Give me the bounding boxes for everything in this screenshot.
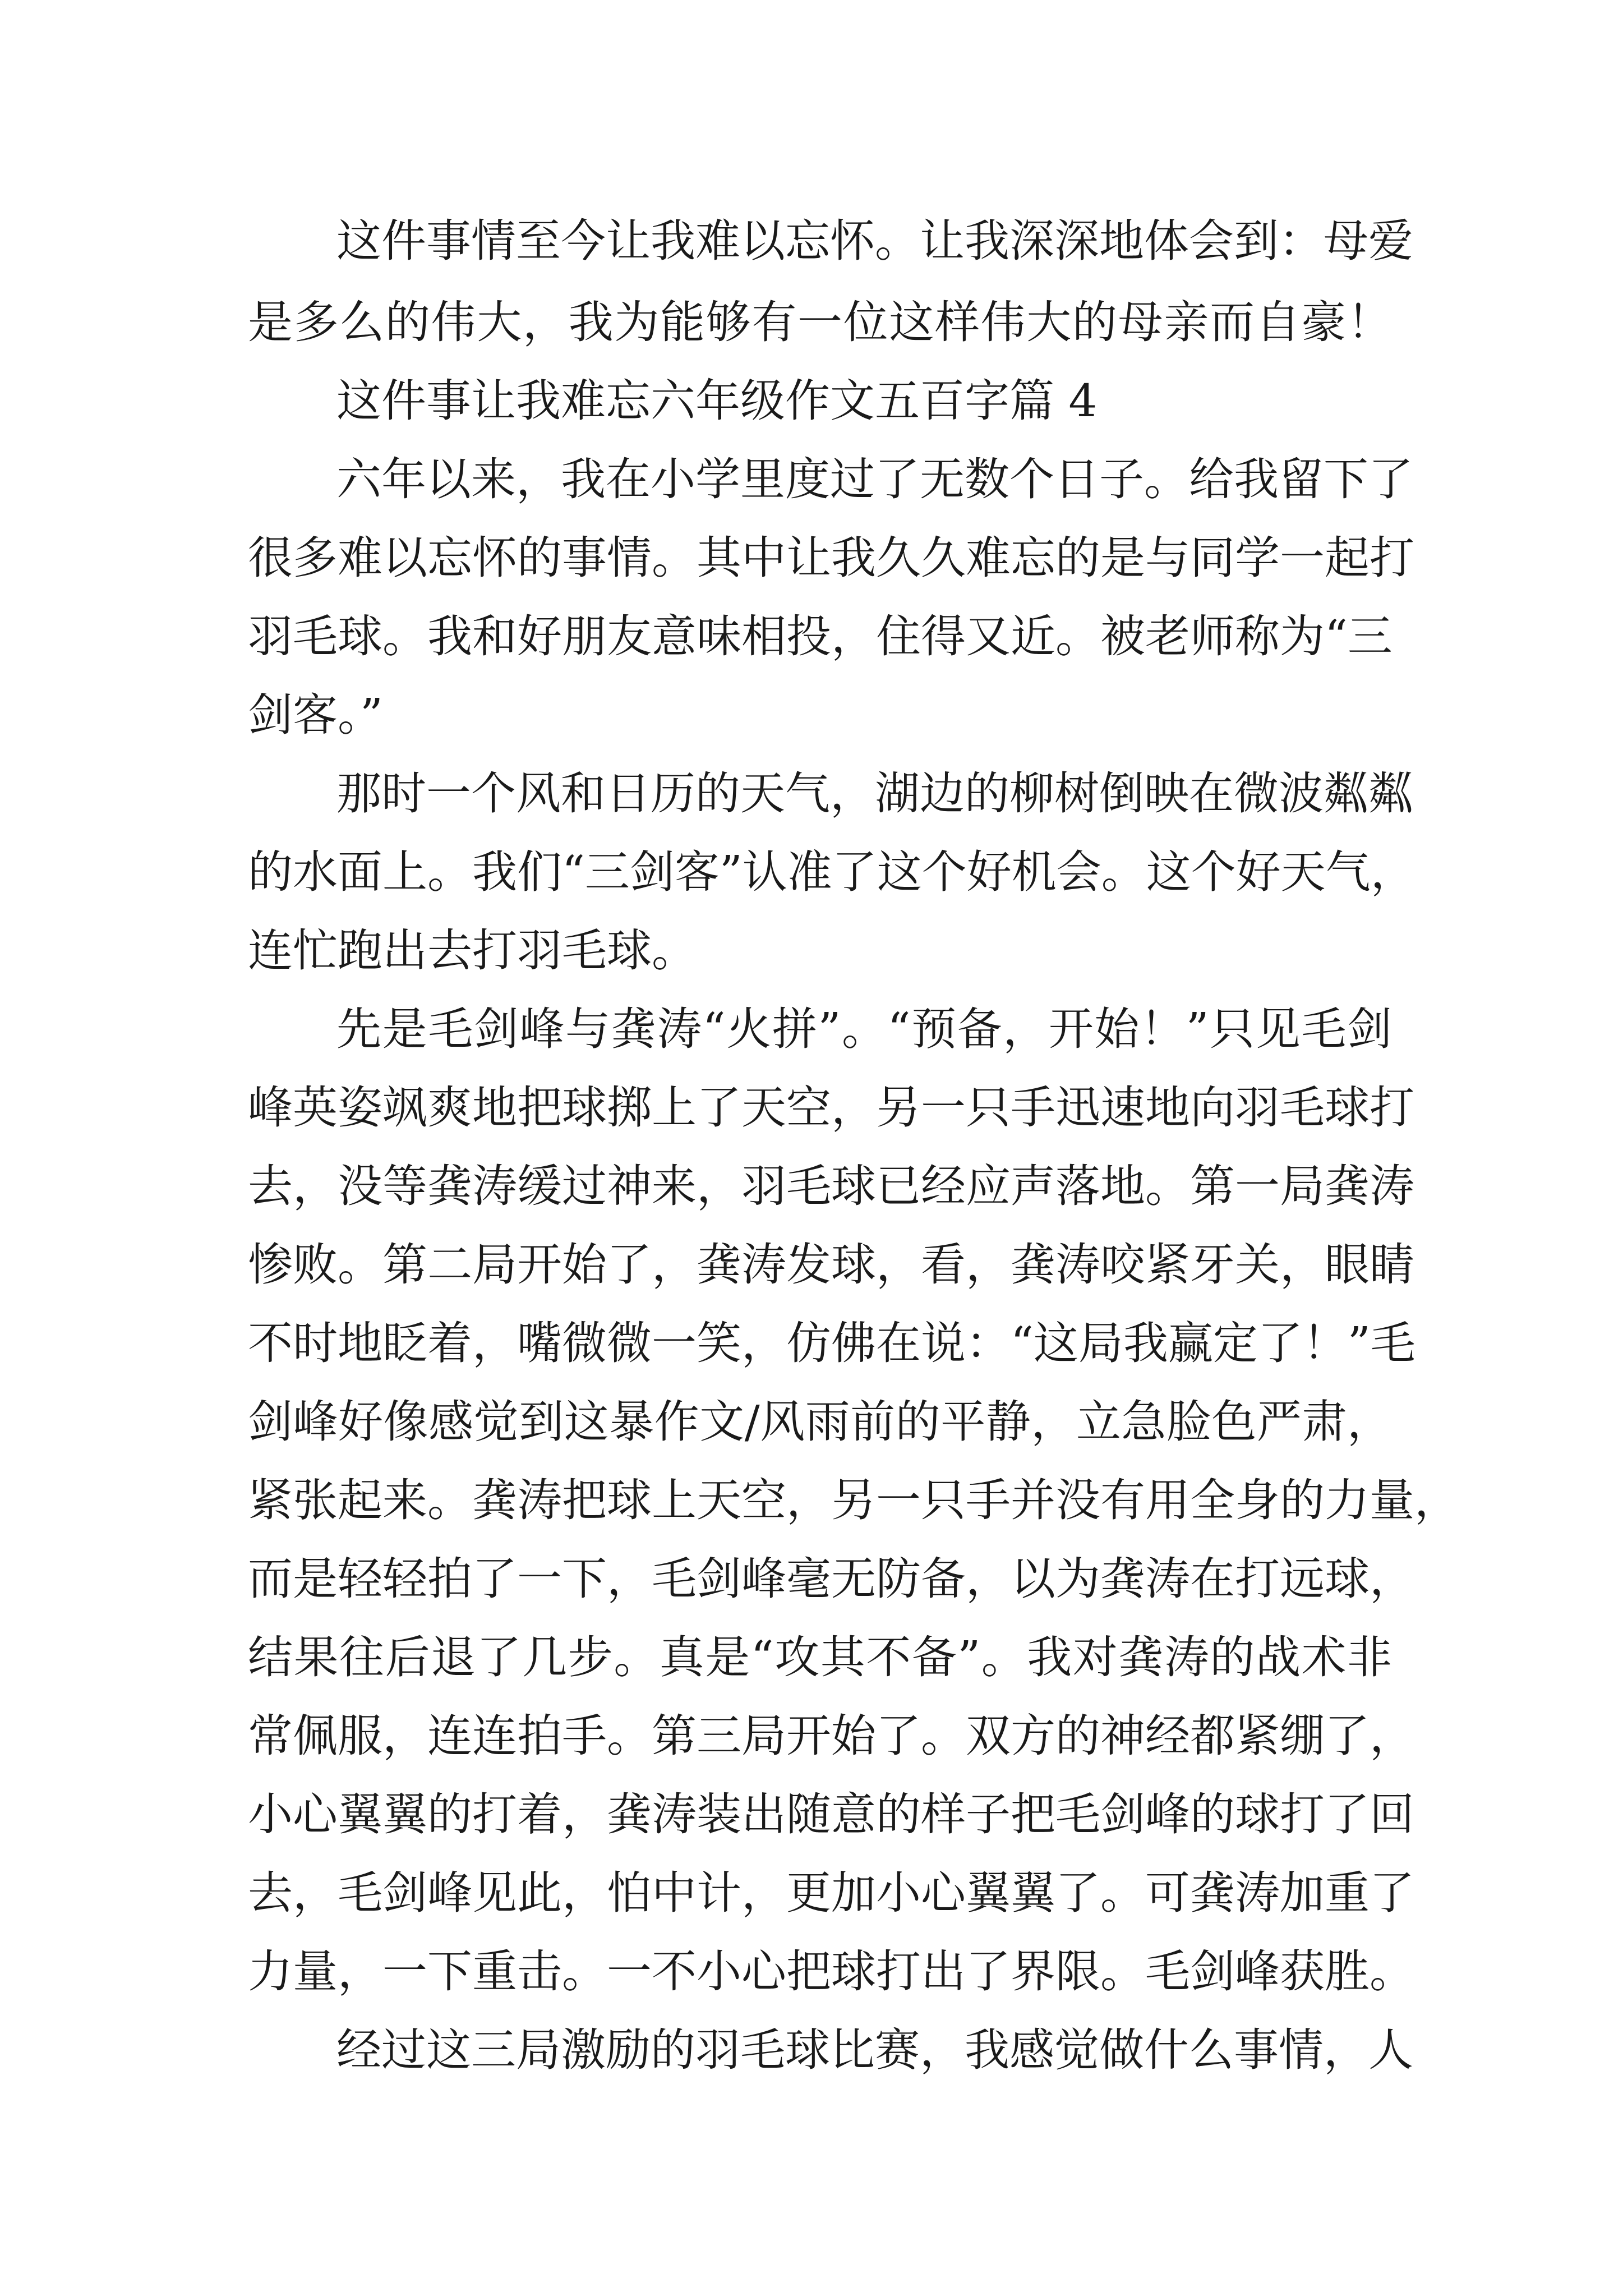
paragraph-line: 很多难以忘怀的事情。其中让我久久难忘的是与同学一起打: [248, 532, 1414, 584]
paragraph-line: 而是轻轻拍了一下，毛剑峰毫无防备，以为龚涛在打远球，: [248, 1553, 1414, 1605]
paragraph-line: 常佩服，连连拍手。第三局开始了。双方的神经都紧绷了，: [248, 1710, 1414, 1762]
paragraph-line: 紧张起来。龚涛把球上天空，另一只手并没有用全身的力量，: [248, 1474, 1459, 1526]
paragraph-line: 六年以来，我在小学里度过了无数个日子。给我留下了: [336, 453, 1413, 505]
paragraph-line: 连忙跑出去打羽毛球。: [248, 924, 697, 977]
paragraph-line: 去，毛剑峰见此，怕中计，更加小心翼翼了。可龚涛加重了: [248, 1867, 1414, 1919]
paragraph-line: 是多么的伟大，我为能够有一位这样伟大的母亲而自豪！: [248, 296, 1392, 348]
paragraph-line: 先是毛剑峰与龚涛“火拼”。“预备，开始！”只见毛剑: [336, 1003, 1392, 1055]
paragraph-line: 力量，一下重击。一不小心把球打出了界限。毛剑峰获胜。: [248, 1945, 1414, 1998]
paragraph-line: 这件事情至今让我难以忘怀。让我深深地体会到：母爱: [336, 215, 1413, 267]
paragraph-line: 惨败。第二局开始了，龚涛发球，看，龚涛咬紧牙关，眼睛: [248, 1239, 1414, 1291]
paragraph-line: 经过这三局激励的羽毛球比赛，我感觉做什么事情，人: [336, 2024, 1413, 2076]
section-heading: 这件事让我难忘六年级作文五百字篇 4: [336, 375, 1098, 427]
paragraph-line: 的水面上。我们“三剑客”认准了这个好机会。这个好天气，: [248, 846, 1415, 898]
paragraph-line: 那时一个风和日历的天气，湖边的柳树倒映在微波粼粼: [336, 767, 1413, 820]
paragraph-line: 峰英姿飒爽地把球掷上了天空，另一只手迅速地向羽毛球打: [248, 1082, 1414, 1134]
paragraph-line: 结果往后退了几步。真是“攻其不备”。我对龚涛的战术非: [248, 1631, 1392, 1683]
paragraph-line: 小心翼翼的打着，龚涛装出随意的样子把毛剑峰的球打了回: [248, 1788, 1414, 1841]
paragraph-line: 去，没等龚涛缓过神来，羽毛球已经应声落地。第一局龚涛: [248, 1160, 1414, 1212]
paragraph-line: 羽毛球。我和好朋友意味相投，住得又近。被老师称为“三: [248, 610, 1393, 662]
paragraph-line: 剑峰好像感觉到这暴作文/风雨前的平静，立急脸色严肃，: [248, 1396, 1392, 1448]
paragraph-line: 不时地眨着，嘴微微一笑，仿佛在说：“这局我赢定了！”毛: [248, 1317, 1415, 1369]
paragraph-line: 剑客。”: [248, 689, 383, 741]
